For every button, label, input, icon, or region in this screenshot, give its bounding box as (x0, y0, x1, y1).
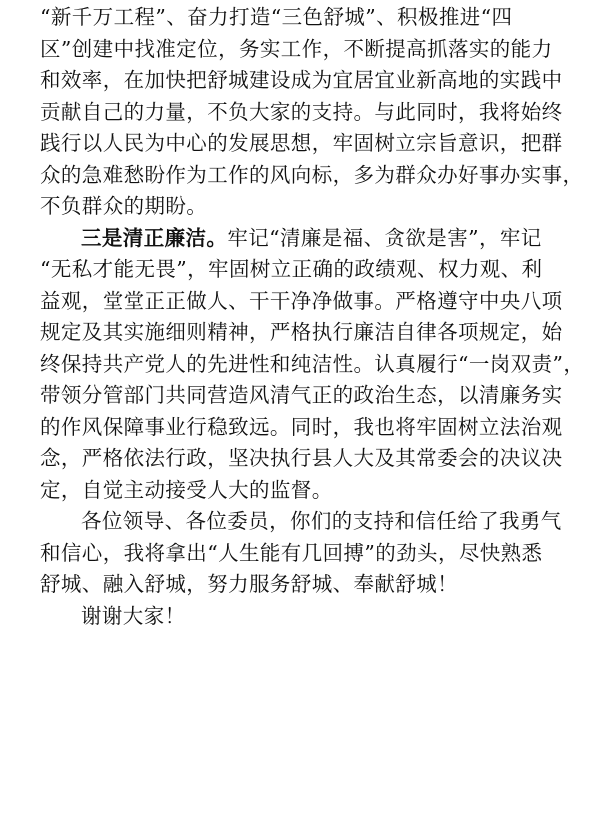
text-line: 的作风保障事业行稳致远。同时，我也将牢固树立法治观 (40, 414, 563, 439)
text-line: 和信心，我将拿出“人生能有几回搏”的劲头，尽快熟悉 (40, 540, 543, 565)
text-line: 众的急难愁盼作为工作的风向标，多为群众办好事办实事， (40, 162, 584, 187)
text-line: 区”创建中找准定位，务实工作，不断提高抓落实的能力 (40, 36, 553, 61)
text-line: “新千万工程”、奋力打造“三色舒城”、积极推进“四 (40, 5, 513, 29)
text-line: 益观，堂堂正正做人、干干净净做事。严格遵守中央八项 (40, 288, 563, 313)
text-line: 各位领导、各位委员，你们的支持和信任给了我勇气 (81, 509, 562, 533)
text-line: 规定及其实施细则精神，严格执行廉洁自律各项规定，始 (40, 320, 563, 344)
text-line: 贡献自己的力量，不负大家的支持。与此同时，我将始终 (40, 99, 563, 124)
section-3-heading: 三是清正廉洁。 (81, 225, 228, 250)
text-line: 和效率，在加快把舒城建设成为宜居宜业新高地的实践中 (40, 68, 563, 92)
text-line: 践行以人民为中心的发展思想，牢固树立宗旨意识，把群 (40, 131, 563, 155)
text-line: 念，严格依法行政，坚决执行县人大及其常委会的决议决 (40, 446, 563, 470)
text-line: 定，自觉主动接受人大的监督。 (40, 477, 333, 502)
text-line: 舒城、融入舒城，努力服务舒城、奉献舒城！ (40, 572, 458, 596)
text-line: 带领分管部门共同营造风清气正的政治生态，以清廉务实 (40, 383, 563, 407)
document-page (40, 2, 585, 632)
text-line: 终保持共产党人的先进性和纯洁性。认真履行“一岗双责”， (40, 351, 585, 376)
section-3-first-line-text: 牢记“清廉是福、贪欲是害”，牢记 (227, 225, 542, 250)
closing-thanks: 谢谢大家！ (81, 603, 186, 628)
section-3-first-line (40, 223, 555, 255)
text-line: 不负群众的期盼。 (40, 194, 208, 218)
text-line: “无私才能无畏”，牢固树立正确的政绩观、权力观、利 (40, 257, 543, 281)
